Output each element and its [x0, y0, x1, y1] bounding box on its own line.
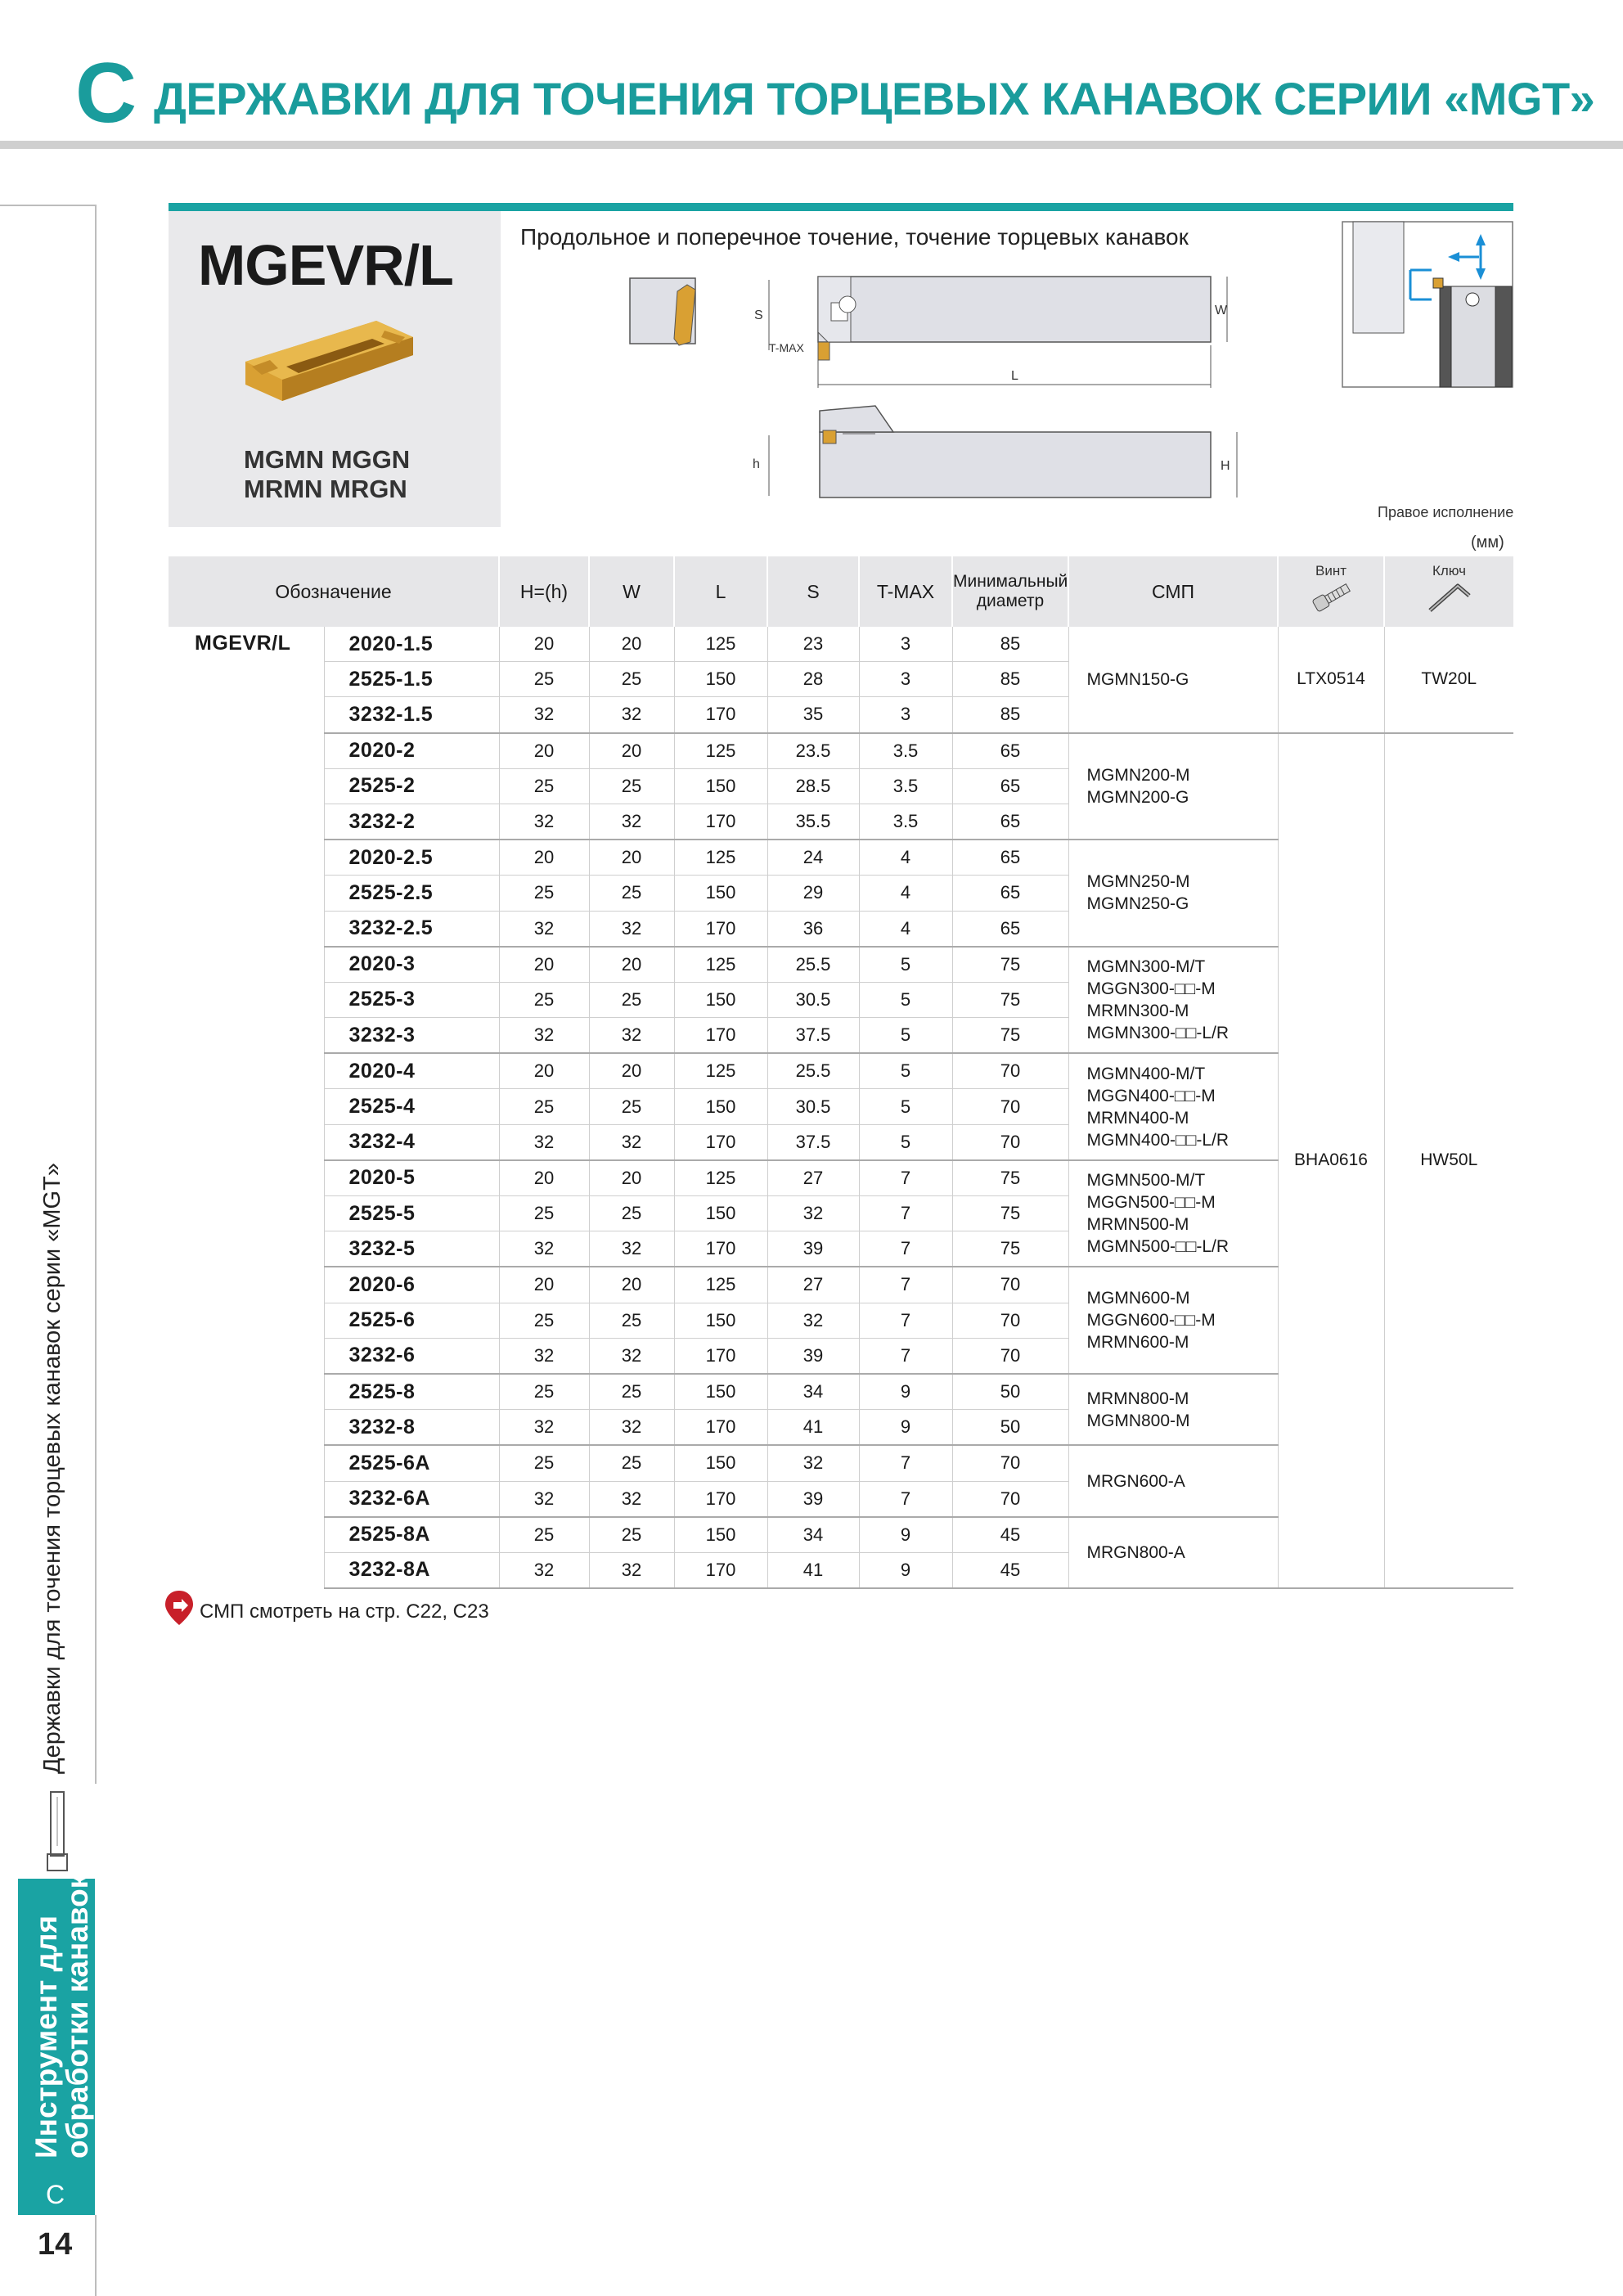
row-s: 23.5 [767, 733, 859, 769]
row-tmax: 7 [859, 1445, 952, 1481]
row-designation: 3232-1.5 [324, 697, 499, 733]
insert-code: MGMN400-□□-L/R [1086, 1130, 1230, 1150]
row-s: 41 [767, 1410, 859, 1446]
insert-group-cell [1068, 1374, 1278, 1445]
insert-code: MGMN200-M [1086, 765, 1190, 785]
header-divider [0, 141, 1623, 149]
row-tmax: 3 [859, 662, 952, 697]
right-hand-label: Правое исполнение [1378, 504, 1514, 520]
insert-code: MRGN600-A [1086, 1471, 1185, 1491]
col-header-designation: Обозначение [169, 556, 499, 627]
row-designation: 2020-6 [324, 1267, 499, 1303]
row-dmin: 70 [952, 1445, 1068, 1481]
row-l: 150 [674, 768, 767, 804]
row-dmin: 75 [952, 1160, 1068, 1196]
page-title: ДЕРЖАВКИ ДЛЯ ТОЧЕНИЯ ТОРЦЕВЫХ КАНАВОК СЕРИИ «MGT» [154, 73, 1595, 124]
insert-code: MGMN200-G [1086, 787, 1189, 807]
insert-group-cell [1068, 627, 1278, 733]
row-tmax: 7 [859, 1303, 952, 1338]
row-dmin: 65 [952, 733, 1068, 769]
row-designation: 2525-2 [324, 768, 499, 804]
row-s: 28.5 [767, 768, 859, 804]
row-l: 125 [674, 947, 767, 983]
row-h: 32 [499, 911, 589, 947]
row-tmax: 5 [859, 1053, 952, 1089]
row-designation: 2525-3 [324, 982, 499, 1017]
row-l: 150 [674, 1445, 767, 1481]
col-header-h: H=(h) [499, 556, 589, 627]
row-tmax: 7 [859, 1231, 952, 1267]
row-l: 125 [674, 840, 767, 876]
row-s: 30.5 [767, 982, 859, 1017]
row-s: 29 [767, 876, 859, 911]
sidebar-top-line [0, 205, 97, 206]
row-l: 150 [674, 1517, 767, 1553]
row-designation: 2525-4 [324, 1089, 499, 1124]
row-designation: 3232-6 [324, 1338, 499, 1374]
row-l: 170 [674, 804, 767, 840]
insert-group-cell [1068, 840, 1278, 947]
row-designation: 2020-4 [324, 1053, 499, 1089]
row-dmin: 85 [952, 662, 1068, 697]
product-name: MGEVR/L [198, 233, 453, 297]
row-tmax: 9 [859, 1374, 952, 1410]
row-tmax: 3.5 [859, 804, 952, 840]
row-tmax: 7 [859, 1267, 952, 1303]
insert-group-cell [1068, 733, 1278, 840]
row-h: 32 [499, 1338, 589, 1374]
row-s: 37.5 [767, 1018, 859, 1054]
section-letter: C [75, 46, 137, 141]
row-designation: 2020-1.5 [324, 627, 499, 662]
row-tmax: 4 [859, 911, 952, 947]
row-tmax: 9 [859, 1410, 952, 1446]
screw-icon [1305, 579, 1357, 615]
row-h: 20 [499, 1267, 589, 1303]
row-dmin: 70 [952, 1338, 1068, 1374]
row-w: 20 [589, 840, 674, 876]
row-h: 20 [499, 1053, 589, 1089]
row-h: 25 [499, 1517, 589, 1553]
col-header-min-diameter [952, 556, 1068, 627]
col-header-w: W [589, 556, 674, 627]
row-l: 150 [674, 662, 767, 697]
insert-code: MGMN300-M/T [1086, 957, 1206, 976]
row-h: 20 [499, 840, 589, 876]
row-s: 27 [767, 1267, 859, 1303]
insert-code: MGGN400-□□-M [1086, 1086, 1216, 1105]
insert-code: MGGN500-□□-M [1086, 1193, 1216, 1213]
insert-code: MGMN250-M [1086, 872, 1190, 892]
row-w: 20 [589, 627, 674, 662]
key-code: TW20L [1384, 627, 1513, 733]
row-s: 25.5 [767, 1053, 859, 1089]
row-l: 170 [674, 1018, 767, 1054]
row-l: 170 [674, 1481, 767, 1517]
row-tmax: 7 [859, 1160, 952, 1196]
row-s: 34 [767, 1374, 859, 1410]
row-w: 32 [589, 1338, 674, 1374]
row-w: 20 [589, 947, 674, 983]
insert-code: MGMN250-G [1086, 894, 1189, 914]
diagram-label-l: L [1011, 369, 1018, 383]
row-s: 35.5 [767, 804, 859, 840]
row-dmin: 65 [952, 840, 1068, 876]
insert-group-cell [1068, 1053, 1278, 1160]
row-dmin: 45 [952, 1517, 1068, 1553]
row-s: 23 [767, 627, 859, 662]
row-s: 32 [767, 1196, 859, 1231]
row-tmax: 3 [859, 627, 952, 662]
row-tmax: 5 [859, 1124, 952, 1160]
insert-group-cell [1068, 1160, 1278, 1267]
row-w: 25 [589, 1089, 674, 1124]
row-dmin: 70 [952, 1267, 1068, 1303]
row-h: 25 [499, 768, 589, 804]
row-w: 32 [589, 697, 674, 733]
row-s: 39 [767, 1481, 859, 1517]
spec-table-body [169, 627, 1513, 1588]
row-l: 170 [674, 911, 767, 947]
row-designation: 3232-4 [324, 1124, 499, 1160]
row-dmin: 75 [952, 1231, 1068, 1267]
row-tmax: 5 [859, 1089, 952, 1124]
row-w: 32 [589, 1018, 674, 1054]
min-diameter-line1: Минимальный [953, 572, 1068, 591]
insert-code: MGMN400-M/T [1086, 1064, 1206, 1083]
row-dmin: 65 [952, 876, 1068, 911]
reference-pointer-icon [164, 1589, 195, 1627]
row-l: 125 [674, 627, 767, 662]
row-h: 32 [499, 1410, 589, 1446]
row-dmin: 50 [952, 1410, 1068, 1446]
screw-code: BHA0616 [1278, 733, 1384, 1589]
row-dmin: 45 [952, 1552, 1068, 1588]
row-dmin: 75 [952, 982, 1068, 1017]
diagram-label-s: S [754, 308, 763, 322]
insert-image [237, 304, 425, 419]
row-designation: 3232-8 [324, 1410, 499, 1446]
row-designation: 2525-2.5 [324, 876, 499, 911]
row-tmax: 4 [859, 876, 952, 911]
category-tab-label [31, 1874, 93, 2159]
category-tab-line1: Инструмент для [29, 1915, 63, 2159]
table-row [169, 627, 1513, 662]
row-designation: 3232-2 [324, 804, 499, 840]
row-w: 25 [589, 768, 674, 804]
row-h: 25 [499, 1374, 589, 1410]
col-header-tmax: T-MAX [859, 556, 952, 627]
insert-code: MGMN800-M [1086, 1411, 1190, 1430]
row-s: 30.5 [767, 1089, 859, 1124]
insert-group-cell [1068, 1517, 1278, 1588]
row-w: 32 [589, 911, 674, 947]
row-tmax: 5 [859, 982, 952, 1017]
insert-code: MGMN500-□□-L/R [1086, 1237, 1230, 1257]
row-s: 27 [767, 1160, 859, 1196]
row-dmin: 75 [952, 1018, 1068, 1054]
row-l: 150 [674, 1374, 767, 1410]
row-h: 25 [499, 1445, 589, 1481]
product-header-bar [169, 203, 1513, 211]
row-w: 32 [589, 1124, 674, 1160]
insert-code: MGGN600-□□-M [1086, 1311, 1216, 1330]
row-l: 125 [674, 1053, 767, 1089]
insert-types-line1: MGMN MGGN [244, 445, 411, 474]
row-w: 20 [589, 1053, 674, 1089]
product-subtitle: Продольное и поперечное точение, точение торцевых канавок [520, 224, 1189, 250]
insert-group-cell [1068, 1445, 1278, 1516]
row-w: 20 [589, 1160, 674, 1196]
row-l: 150 [674, 876, 767, 911]
row-dmin: 75 [952, 1196, 1068, 1231]
insert-code: MGMN500-M/T [1086, 1171, 1206, 1191]
row-designation: 3232-8A [324, 1552, 499, 1588]
row-tmax: 4 [859, 840, 952, 876]
row-tmax: 7 [859, 1481, 952, 1517]
row-h: 32 [499, 1231, 589, 1267]
sidebar-section-letter: C [46, 2180, 65, 2209]
spec-table [169, 556, 1513, 1589]
diagram-label-w: W [1215, 304, 1228, 317]
insert-group-cell [1068, 947, 1278, 1054]
row-w: 32 [589, 1231, 674, 1267]
row-tmax: 7 [859, 1338, 952, 1374]
row-l: 170 [674, 1552, 767, 1588]
row-w: 32 [589, 1552, 674, 1588]
row-h: 32 [499, 1124, 589, 1160]
row-tmax: 9 [859, 1517, 952, 1553]
row-s: 25.5 [767, 947, 859, 983]
row-designation: 2525-6A [324, 1445, 499, 1481]
row-w: 25 [589, 1517, 674, 1553]
machining-orientation-diagram [1342, 221, 1513, 388]
row-w: 25 [589, 1196, 674, 1231]
row-w: 25 [589, 662, 674, 697]
row-h: 32 [499, 1481, 589, 1517]
row-tmax: 7 [859, 1196, 952, 1231]
row-l: 170 [674, 1410, 767, 1446]
row-dmin: 75 [952, 947, 1068, 983]
row-designation: 2020-2.5 [324, 840, 499, 876]
row-tmax: 3.5 [859, 768, 952, 804]
row-dmin: 65 [952, 768, 1068, 804]
row-l: 170 [674, 1124, 767, 1160]
row-l: 150 [674, 1089, 767, 1124]
insert-code: MRGN800-A [1086, 1542, 1185, 1562]
row-w: 20 [589, 1267, 674, 1303]
screw-code: LTX0514 [1278, 627, 1384, 733]
row-dmin: 65 [952, 911, 1068, 947]
sidebar-bottom-divider [95, 2215, 97, 2296]
insert-code: MGMN600-M [1086, 1289, 1190, 1308]
row-s: 39 [767, 1231, 859, 1267]
row-tmax: 5 [859, 1018, 952, 1054]
row-h: 25 [499, 1196, 589, 1231]
row-l: 170 [674, 1338, 767, 1374]
row-h: 32 [499, 1552, 589, 1588]
row-designation: 3232-2.5 [324, 911, 499, 947]
col-header-screw [1278, 556, 1384, 627]
key-code: HW50L [1384, 733, 1513, 1589]
row-s: 41 [767, 1552, 859, 1588]
row-l: 125 [674, 1160, 767, 1196]
row-h: 25 [499, 1303, 589, 1338]
row-designation: 2525-8 [324, 1374, 499, 1410]
insert-code: MGMN300-□□-L/R [1086, 1023, 1230, 1042]
holder-dimension-diagram [605, 260, 1260, 506]
diagram-label-h-small: h [753, 457, 760, 471]
row-dmin: 70 [952, 1124, 1068, 1160]
row-h: 32 [499, 804, 589, 840]
insert-code: MRMN600-M [1086, 1333, 1189, 1353]
row-dmin: 50 [952, 1374, 1068, 1410]
insert-code: MRMN400-M [1086, 1108, 1189, 1128]
insert-reference-note: СМП смотреть на стр. C22, C23 [200, 1600, 489, 1623]
row-l: 125 [674, 733, 767, 769]
row-s: 37.5 [767, 1124, 859, 1160]
row-w: 32 [589, 1410, 674, 1446]
row-h: 25 [499, 662, 589, 697]
row-l: 150 [674, 1303, 767, 1338]
col-header-l: L [674, 556, 767, 627]
row-tmax: 5 [859, 947, 952, 983]
row-w: 25 [589, 982, 674, 1017]
col-header-key [1384, 556, 1513, 627]
screw-label: Винт [1315, 563, 1347, 579]
row-h: 25 [499, 1089, 589, 1124]
min-diameter-line2: диаметр [976, 592, 1045, 610]
row-tmax: 3 [859, 697, 952, 733]
insert-types-line2: MRMN MRGN [244, 475, 407, 503]
row-l: 170 [674, 1231, 767, 1267]
insert-group-cell [1068, 1267, 1278, 1374]
row-w: 25 [589, 1303, 674, 1338]
row-h: 25 [499, 982, 589, 1017]
row-dmin: 70 [952, 1481, 1068, 1517]
row-s: 32 [767, 1445, 859, 1481]
row-w: 20 [589, 733, 674, 769]
sidebar-section-caption: Державки для точения торцевых канавок серии «MGT» [39, 1163, 65, 1774]
insert-code: MRMN800-M [1086, 1389, 1189, 1408]
units-label: (мм) [1471, 533, 1504, 551]
row-h: 20 [499, 627, 589, 662]
row-w: 25 [589, 1374, 674, 1410]
row-l: 125 [674, 1267, 767, 1303]
row-designation: 2525-1.5 [324, 662, 499, 697]
row-h: 25 [499, 876, 589, 911]
grooving-tool-icon [33, 1789, 82, 1879]
col-header-insert: СМП [1068, 556, 1278, 627]
row-designation: 3232-3 [324, 1018, 499, 1054]
row-dmin: 70 [952, 1089, 1068, 1124]
row-w: 32 [589, 804, 674, 840]
row-s: 34 [767, 1517, 859, 1553]
row-l: 150 [674, 1196, 767, 1231]
col-header-s: S [767, 556, 859, 627]
row-designation: 2020-5 [324, 1160, 499, 1196]
row-tmax: 9 [859, 1552, 952, 1588]
insert-code: MGGN300-□□-M [1086, 979, 1216, 998]
sidebar-divider [95, 205, 97, 1784]
row-h: 32 [499, 697, 589, 733]
diagram-label-h-big: H [1221, 459, 1230, 473]
row-dmin: 85 [952, 627, 1068, 662]
row-h: 20 [499, 947, 589, 983]
row-designation: 2525-6 [324, 1303, 499, 1338]
insert-code: MRMN500-M [1086, 1215, 1189, 1235]
row-h: 32 [499, 1018, 589, 1054]
category-tab-line2: обработки канавок [61, 1873, 94, 2159]
diagram-label-tmax: T-MAX [769, 341, 804, 354]
row-designation: 2525-8A [324, 1517, 499, 1553]
row-w: 25 [589, 876, 674, 911]
row-l: 170 [674, 697, 767, 733]
row-tmax: 3.5 [859, 733, 952, 769]
row-dmin: 65 [952, 804, 1068, 840]
row-h: 20 [499, 1160, 589, 1196]
row-designation: 2020-3 [324, 947, 499, 983]
row-designation: 3232-6A [324, 1481, 499, 1517]
page-number: 14 [38, 2227, 73, 2262]
row-l: 150 [674, 982, 767, 1017]
row-dmin: 85 [952, 697, 1068, 733]
hex-key-icon [1423, 579, 1476, 615]
table-row [169, 733, 1513, 769]
table-header-row [169, 556, 1513, 627]
row-s: 39 [767, 1338, 859, 1374]
key-label: Ключ [1432, 563, 1467, 579]
row-designation: 3232-5 [324, 1231, 499, 1267]
row-dmin: 70 [952, 1303, 1068, 1338]
series-name: MGEVR/L [195, 632, 291, 655]
row-s: 32 [767, 1303, 859, 1338]
row-designation: 2020-2 [324, 733, 499, 769]
row-s: 35 [767, 697, 859, 733]
row-designation: 2525-5 [324, 1196, 499, 1231]
row-s: 36 [767, 911, 859, 947]
insert-code: MGMN150-G [1086, 669, 1189, 689]
row-w: 32 [589, 1481, 674, 1517]
row-w: 25 [589, 1445, 674, 1481]
row-s: 28 [767, 662, 859, 697]
row-h: 20 [499, 733, 589, 769]
row-s: 24 [767, 840, 859, 876]
insert-code: MRMN300-M [1086, 1001, 1189, 1020]
row-dmin: 70 [952, 1053, 1068, 1089]
